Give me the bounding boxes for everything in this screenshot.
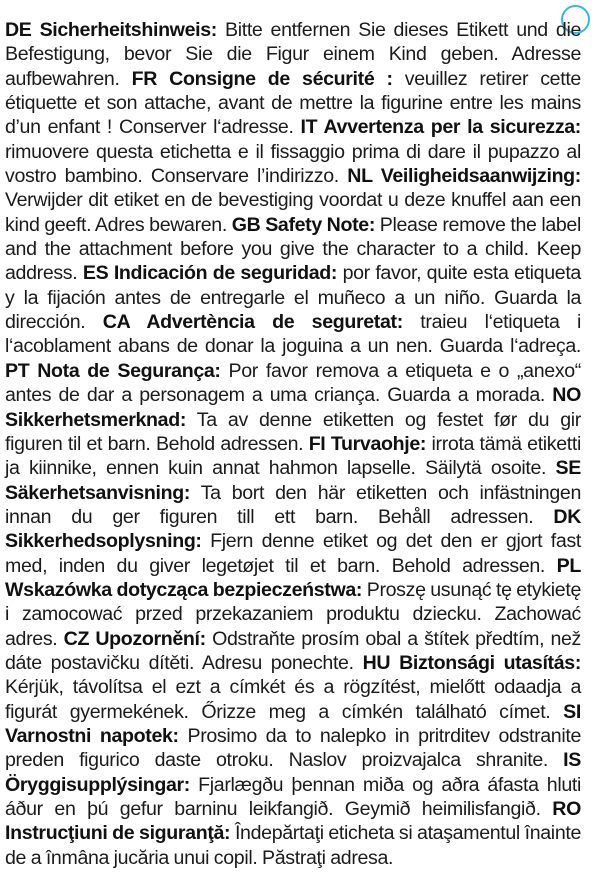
notice-text: Odstraňte prosím obal a štítek předtím, než dáte postavičku dítěti. Adresu ponechte. xyxy=(5,627,581,674)
safety-notice-text xyxy=(5,18,581,870)
notice-heading: HU Biztonsági utasítás: xyxy=(362,651,581,674)
notice-heading: NO Sikkerhetsmerknad: xyxy=(5,384,581,431)
notice-heading: FR Consigne de sécurité : xyxy=(131,67,393,90)
notice-heading: SE Säkerhetsanvisning: xyxy=(5,457,581,504)
notice-heading: ES Indicación de seguridad: xyxy=(82,262,338,285)
notice-text: Proszę usunąć tę etykietę i zamocować przed przekazaniem produktu dziecku. Zachować adres. xyxy=(5,578,581,650)
notice-heading: CZ Upozornění: xyxy=(63,627,206,650)
notice-text: Por favor remova a etiqueta e o „anexo“ antes de dar a personagem a uma criança. Guarda a morada. xyxy=(5,359,581,407)
notice-text: Fjarlægðu þennan miða og aðra áfasta hluti áður en þú gefur barninu leikfangið. Geymið heimilisfangið. xyxy=(5,773,581,820)
notice-text: Fjern denne etiket og det den er gjort fast med, inden du giver legetøjet til et barn. Behold adressen. xyxy=(5,530,581,577)
notice-section xyxy=(5,360,581,406)
notice-text: Ta bort den här etiketten och infästningen innan du ger figuren till ett barn. Behåll adressen. xyxy=(5,481,581,528)
notice-text: Ta av denne etiketten og festet før du gir figuren til et barn. Behold adressen. xyxy=(5,408,581,455)
notice-text: Please remove the label and the attachment before you give the character to a child. Keep address. xyxy=(5,213,581,285)
notice-text: rimuovere questa etichetta e il fissaggio prima di dare il pupazzo al vostro bambino. Conservare l’indirizzo. xyxy=(5,140,581,188)
notice-heading: SI Varnostni napotek: xyxy=(5,700,581,747)
notice-text: veuillez retirer cette étiquette et son attache, avant de mettre la figurine entre les mains d’un enfant ! Conserver l‘adresse. xyxy=(5,67,581,139)
notice-text: traieu l‘etiqueta i l‘acoblament abans de donar la joguina a un nen. Guarda l‘adreça. xyxy=(5,311,581,358)
notice-text: Kérjük, távolítsa el ezt a címkét és a rögzítést, mielőtt odaadja a figurát gyermekének. Őrizze meg a címkén található címet. xyxy=(5,676,581,723)
notice-heading: IT Avvertenza per la sicurezza: xyxy=(300,116,581,139)
notice-heading: PL Wskazówka dotycząca bezpieczeństwa: xyxy=(5,554,581,601)
notice-text: Bitte entfernen Sie dieses Etikett und die Befestigung, bevor Sie die Figur einem Kind geben. Adresse aufbewahren. xyxy=(5,19,581,90)
notice-heading: IS Öryggisupplýsingar: xyxy=(5,749,581,796)
notice-text: Prosimo da to nalepko in pritrditev odstranite preden figurico daste otroku. Naslov proizvajalca shranite. xyxy=(5,724,581,772)
notice-text: por favor, quite esta etiqueta y la fijación antes de entregarle el muñeco a un niño. Guarda la dirección. xyxy=(5,262,581,334)
notice-heading: GB Safety Note: xyxy=(231,213,375,236)
notice-text: Verwijder dit etiket en de bevestiging voordat u deze knuffel aan een kind geeft. Adres bewaren. xyxy=(5,189,581,236)
notice-heading: NL Veiligheidsaanwijzing: xyxy=(347,165,581,188)
notice-heading: RO Instrucţiuni de siguranţă: xyxy=(5,798,581,845)
notice-heading: PT Nota de Segurança: xyxy=(5,359,221,382)
notice-heading: DE Sicherheitshinweis: xyxy=(5,19,217,41)
notice-text: Îndepărtaţi eticheta si ataşamentul înainte de a înmâna jucăria unui copil. Păstraţi adresa. xyxy=(5,822,582,869)
notice-section xyxy=(5,311,581,357)
notice-heading: FI Turvaohje: xyxy=(308,432,427,455)
notice-text: irrota tämä etiketti ja kiinnike, ennen kuin annat hahmon lapselle. Säilytä osoite. xyxy=(5,432,581,480)
notice-heading: CA Advertència de seguretat: xyxy=(102,311,403,334)
notice-heading: DK Sikkerhedsoplysning: xyxy=(5,505,581,553)
